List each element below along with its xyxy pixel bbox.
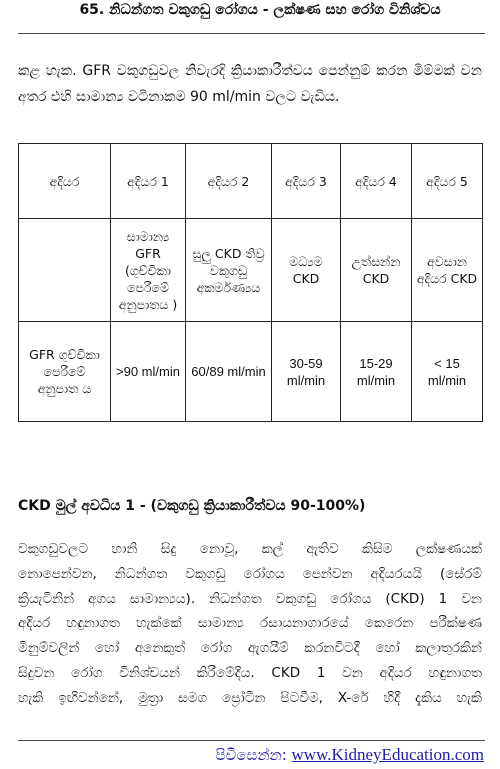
website-link[interactable]: www.KidneyEducation.com: [291, 745, 484, 764]
table-cell: අවසාන අදියර CKD: [412, 219, 483, 322]
table-cell: 15-29 ml/min: [341, 322, 412, 422]
paragraph-line: අදියර හඳුනාගත හැක්කේ සාමාන්‍ය රසායනාගාරයේ කෙරෙන පරීක්ෂණ: [18, 615, 482, 632]
table-header-cell: අදියර 1: [111, 144, 186, 219]
paragraph-line: නොපෙන්වන, නිධන්ගත වකුගඩු රෝගය පෙන්වන අදියරයයි (සේරම්: [18, 565, 482, 582]
table-header-cell: අදියර 2: [186, 144, 272, 219]
paragraph-line: ක්‍රියැටිනින් අගය සාමාන්‍යය). නිධන්ගත වකුගඩු රෝගය (CKD) 1 වන: [18, 590, 482, 607]
ckd-stages-table: [18, 143, 483, 422]
table-header-cell: අදියර 3: [272, 144, 341, 219]
table-row: [19, 219, 483, 322]
table-cell: උත්සන්න CKD: [341, 219, 412, 322]
table-row: [19, 322, 483, 422]
paragraph-line: මිනුම්වලින් හෝ අනෙකුත් රෝග ඇගයීම් කරනවිටදී හෝ කලාතුරකින්: [18, 640, 482, 657]
header-divider: [18, 33, 485, 34]
page-footer: [215, 745, 484, 765]
table-cell: GFR ගුච්චිකා පෙරීමේ අනුපාත ය: [19, 322, 111, 422]
table-header-cell: අදියර: [19, 144, 111, 219]
table-cell: [19, 219, 111, 322]
table-header-cell: අදියර 4: [341, 144, 412, 219]
paragraph-line: වකුගඩුවලට හානි සිදු නොවූ, කල් ඇතිව කිසිම ලක්ෂණයක්: [18, 541, 482, 557]
table-cell: මධ්‍යම CKD: [272, 219, 341, 322]
section-heading: CKD මුල් අවධිය 1 - (වකුගඩු ක්‍රියාකාරීත්වය 90-100%): [18, 498, 366, 514]
table-cell: 60/89 ml/min: [186, 322, 272, 422]
table-header-cell: අදියර 5: [412, 144, 483, 219]
table-header-row: [19, 144, 483, 219]
body-paragraph: [18, 537, 482, 711]
intro-paragraph: කළ හැක. GFR වකුගඩුවල නිවැරදි ක්‍රියාකාරීත්වය පෙන්නුම් කරන මිම්මක් වන අතර එහි සාමාන්‍ය වටිනාකම 90 ml/min වලට වැඩිය.: [18, 63, 482, 105]
paragraph-line: සිදුවන රෝග විනිශ්චයන් කිරීමේදිය. CKD 1 වන අදියර හඳුනාගත: [18, 664, 482, 681]
table-cell: >90 ml/min: [111, 322, 186, 422]
paragraph-line: හැකි ඉඟිවන්නේ, මුත්‍රා සමග ප්‍රෝටීන පිටවීම, X-රේ හිදී දැකිය හැකි: [18, 689, 482, 706]
table-cell: < 15 ml/min: [412, 322, 483, 422]
footer-divider: [18, 740, 485, 741]
footer-label: පිවිසෙන්න:: [215, 746, 287, 764]
table-cell: සුලු CKD තිව්‍ර වකුගඩු අකර්මණ්‍යය: [186, 219, 272, 322]
table-cell: 30-59 ml/min: [272, 322, 341, 422]
page-header: 65. නිධන්ගත වකුගඩු රෝගය - ලක්ෂණ සහ රෝග විනිශ්චය: [79, 2, 441, 18]
table-cell: සාමාන්‍ය GFR (ගුච්චිකා පෙරීමේ අනුපාතය ): [111, 219, 186, 322]
